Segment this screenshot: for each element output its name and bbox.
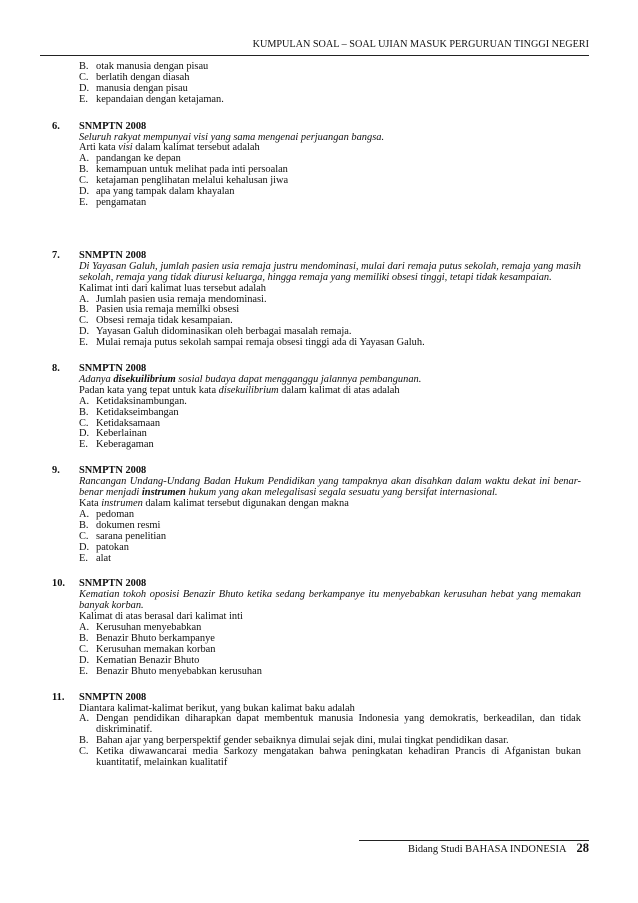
question-stem: Kalimat di atas berasal dari kalimat inti	[79, 611, 243, 623]
option-e: E. Keberagaman	[79, 439, 154, 451]
question-passage: Kematian tokoh oposisi Benazir Bhuto ketika sedang berkampanye itu menyebabkan kerusuhan hebat yang memakan banyak korban.	[79, 589, 581, 612]
question-stem: Arti kata visi dalam kalimat tersebut adalah	[79, 142, 260, 154]
option-d: D. Yayasan Galuh didominasikan oleh berbagai masalah remaja.	[79, 326, 352, 338]
option-e: E. kepandaian dengan ketajaman.	[79, 93, 224, 105]
option-d: D. Kematian Benazir Bhuto	[79, 654, 200, 666]
option-c: C. Ketidaksamaan	[79, 417, 161, 429]
page-header	[40, 40, 589, 56]
question-6	[52, 122, 581, 209]
option-c: C. Kerusuhan memakan korban	[79, 643, 216, 655]
option-a: A. Dengan pendidikan diharapkan dapat membentuk manusia Indonesia yang demokratis, berkeadilan, dan tidak diskriminatif.	[79, 713, 581, 736]
question-source: SNMPTN 2008	[79, 249, 147, 261]
option-a: A. Jumlah pasien usia remaja mendominasi.	[79, 293, 267, 305]
option-a: A. Ketidaksinambungan.	[79, 395, 187, 407]
option-b: B. otak manusia dengan pisau	[79, 61, 209, 72]
term: instrumen	[141, 487, 186, 499]
option-b: B. kemampuan untuk melihat pada inti persoalan	[79, 164, 288, 176]
option-d: D. patokan	[79, 541, 129, 553]
term: disekuilibrium	[113, 373, 176, 385]
option-b: B. dokumen resmi	[79, 519, 161, 531]
option-c: C. sarana penelitian	[79, 530, 167, 542]
questions-content	[52, 62, 581, 784]
option-e: E. pengamatan	[79, 196, 147, 208]
option-d: D. apa yang tampak dalam khayalan	[79, 186, 235, 198]
carryover-options	[79, 62, 581, 106]
page-number: 28	[576, 841, 589, 855]
option-d: D. Keberlainan	[79, 428, 147, 440]
question-8	[52, 364, 581, 451]
question-number: 8.	[52, 363, 60, 375]
option-e: E. alat	[79, 552, 111, 564]
term: instrumen	[101, 498, 143, 509]
question-9	[52, 466, 581, 564]
question-number: 10.	[52, 578, 65, 590]
header-title: KUMPULAN SOAL – SOAL UJIAN MASUK PERGURUAN TINGGI NEGERI	[252, 39, 589, 50]
term: disekuilibrium	[218, 384, 279, 396]
question-stem: Diantara kalimat-kalimat berikut, yang bukan kalimat baku adalah	[79, 702, 355, 714]
question-number: 9.	[52, 465, 60, 477]
question-stem: Kalimat inti dari kalimat luas tersebut adalah	[79, 282, 266, 294]
term: visi	[118, 142, 133, 154]
option-c: C. Obsesi remaja tidak kesampaian.	[79, 315, 233, 327]
question-number: 7.	[52, 249, 60, 261]
question-source: SNMPTN 2008	[79, 691, 147, 703]
question-passage: Seluruh rakyat mempunyai visi yang sama mengenai perjuangan bangsa.	[79, 131, 385, 143]
option-e: E. Mulai remaja putus sekolah sampai remaja obsesi tinggi ada di Yayasan Galuh.	[79, 337, 425, 349]
question-passage: Di Yayasan Galuh, jumlah pasien usia remaja justru mendominasi, mulai dari remaja putus sekolah, remaja yang masih sekolah, remaja yang tidak diurusi keluarga, hingga remaja yang memiliki obsesi tinggi, tetapi tidak kesampaian.	[79, 260, 581, 283]
option-d: D. manusia dengan pisau	[79, 82, 188, 94]
option-e: E. Benazir Bhuto menyebabkan kerusuhan	[79, 665, 262, 677]
question-source: SNMPTN 2008	[79, 120, 147, 132]
question-source: SNMPTN 2008	[79, 578, 147, 590]
option-b: B. Bahan ajar yang berperspektif gender sebaiknya dimulai sejak dini, mulai tingkat pendidikan dasar.	[79, 735, 509, 747]
option-a: A. Kerusuhan menyebabkan	[79, 622, 202, 634]
question-7	[52, 251, 581, 349]
question-stem: Padan kata yang tepat untuk kata disekuilibrium dalam kalimat di atas adalah	[79, 384, 400, 396]
question-source: SNMPTN 2008	[79, 363, 147, 375]
question-11	[52, 693, 581, 769]
option-a: A. pedoman	[79, 508, 135, 520]
option-c: C. berlatih dengan diasah	[79, 71, 190, 83]
question-passage: Rancangan Undang-Undang Badan Hukum Pendidikan yang tampaknya akan disahkan dalam waktu dekat ini benar-benar menjadi instrumen hukum yang akan melegalisasi segala sesuatu yang bersifat internasional.	[79, 476, 581, 499]
page-footer	[359, 840, 589, 856]
question-source: SNMPTN 2008	[79, 465, 147, 477]
question-stem: Kata instrumen dalam kalimat tersebut digunakan dengan makna	[79, 498, 349, 509]
question-number: 11.	[52, 691, 65, 703]
option-b: B. Benazir Bhuto berkampanye	[79, 632, 215, 644]
option-b: B. Ketidakseimbangan	[79, 406, 179, 418]
option-c: C. ketajaman penglihatan melalui kehalusan jiwa	[79, 175, 289, 187]
option-a: A. pandangan ke depan	[79, 153, 181, 165]
option-b: B. Pasien usia remaja memilki obsesi	[79, 304, 240, 316]
question-10	[52, 579, 581, 677]
option-c: C. Ketika diwawancarai media Sarkozy mengatakan bahwa peningkatan kehadiran Prancis di Afganistan bukan kuantitatif, melainkan kualitatif	[79, 746, 581, 769]
footer-subject: Bidang Studi BAHASA INDONESIA	[408, 844, 567, 855]
question-passage: Adanya disekuilibrium sosial budaya dapat mengganggu jalannya pembangunan.	[79, 373, 422, 385]
question-number: 6.	[52, 120, 60, 132]
